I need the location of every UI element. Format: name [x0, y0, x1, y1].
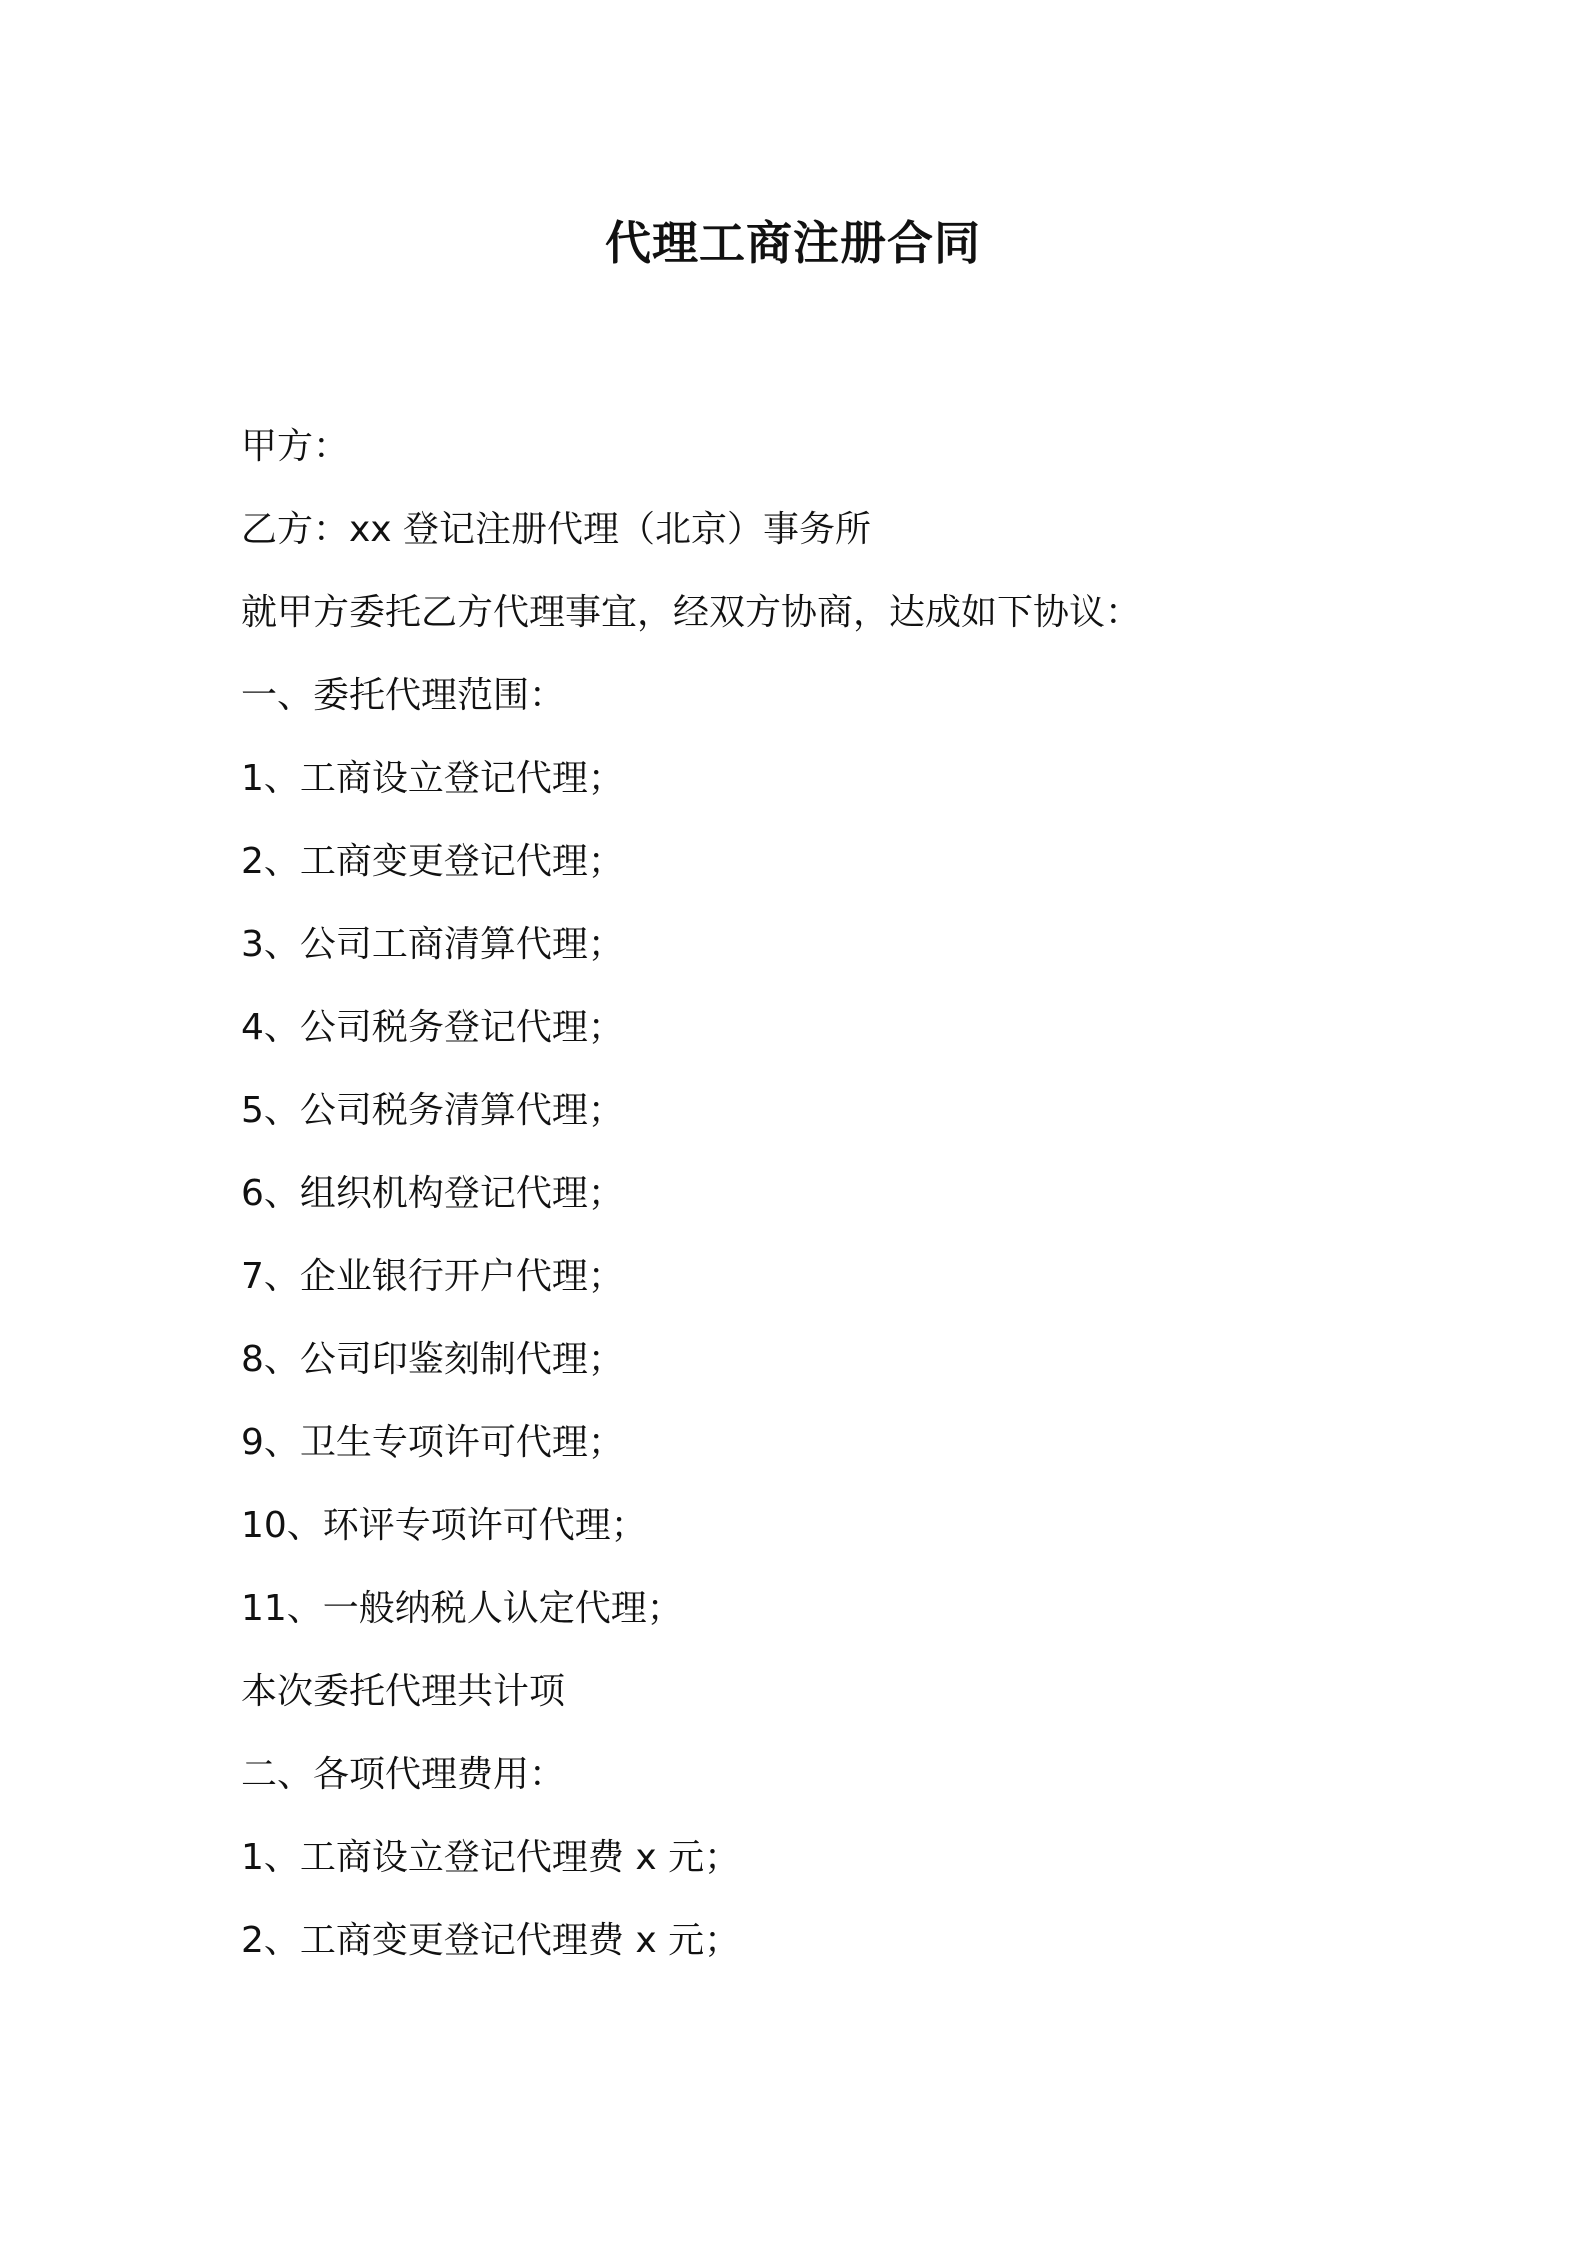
document-title: 代理工商注册合同 [605, 216, 981, 270]
section-heading-scope: 一、委托代理范围： [241, 675, 566, 716]
scope-item: 2、工商变更登记代理； [241, 841, 624, 882]
fee-item: 2、工商变更登记代理费 x 元； [241, 1920, 741, 1961]
scope-item: 9、卫生专项许可代理； [241, 1422, 624, 1463]
scope-item: 1、工商设立登记代理； [241, 758, 624, 799]
scope-item: 8、公司印鉴刻制代理； [241, 1339, 624, 1380]
scope-item: 3、公司工商清算代理； [241, 924, 624, 965]
scope-total-line: 本次委托代理共计项 [241, 1671, 566, 1712]
fee-item: 1、工商设立登记代理费 x 元； [241, 1837, 741, 1878]
party-b-line: 乙方：xx 登记注册代理（北京）事务所 [241, 509, 872, 550]
scope-item: 7、企业银行开户代理； [241, 1256, 624, 1297]
scope-item: 10、环评专项许可代理； [241, 1505, 647, 1546]
agreement-intro: 就甲方委托乙方代理事宜，经双方协商，达成如下协议： [241, 592, 1142, 633]
party-a-line: 甲方： [241, 426, 350, 467]
document-body [241, 405, 1371, 1982]
scope-item: 4、公司税务登记代理； [241, 1007, 624, 1048]
scope-item: 6、组织机构登记代理； [241, 1173, 624, 1214]
section-heading-fees: 二、各项代理费用： [241, 1754, 566, 1795]
scope-item: 5、公司税务清算代理； [241, 1090, 624, 1131]
scope-item: 11、一般纳税人认定代理； [241, 1588, 683, 1629]
